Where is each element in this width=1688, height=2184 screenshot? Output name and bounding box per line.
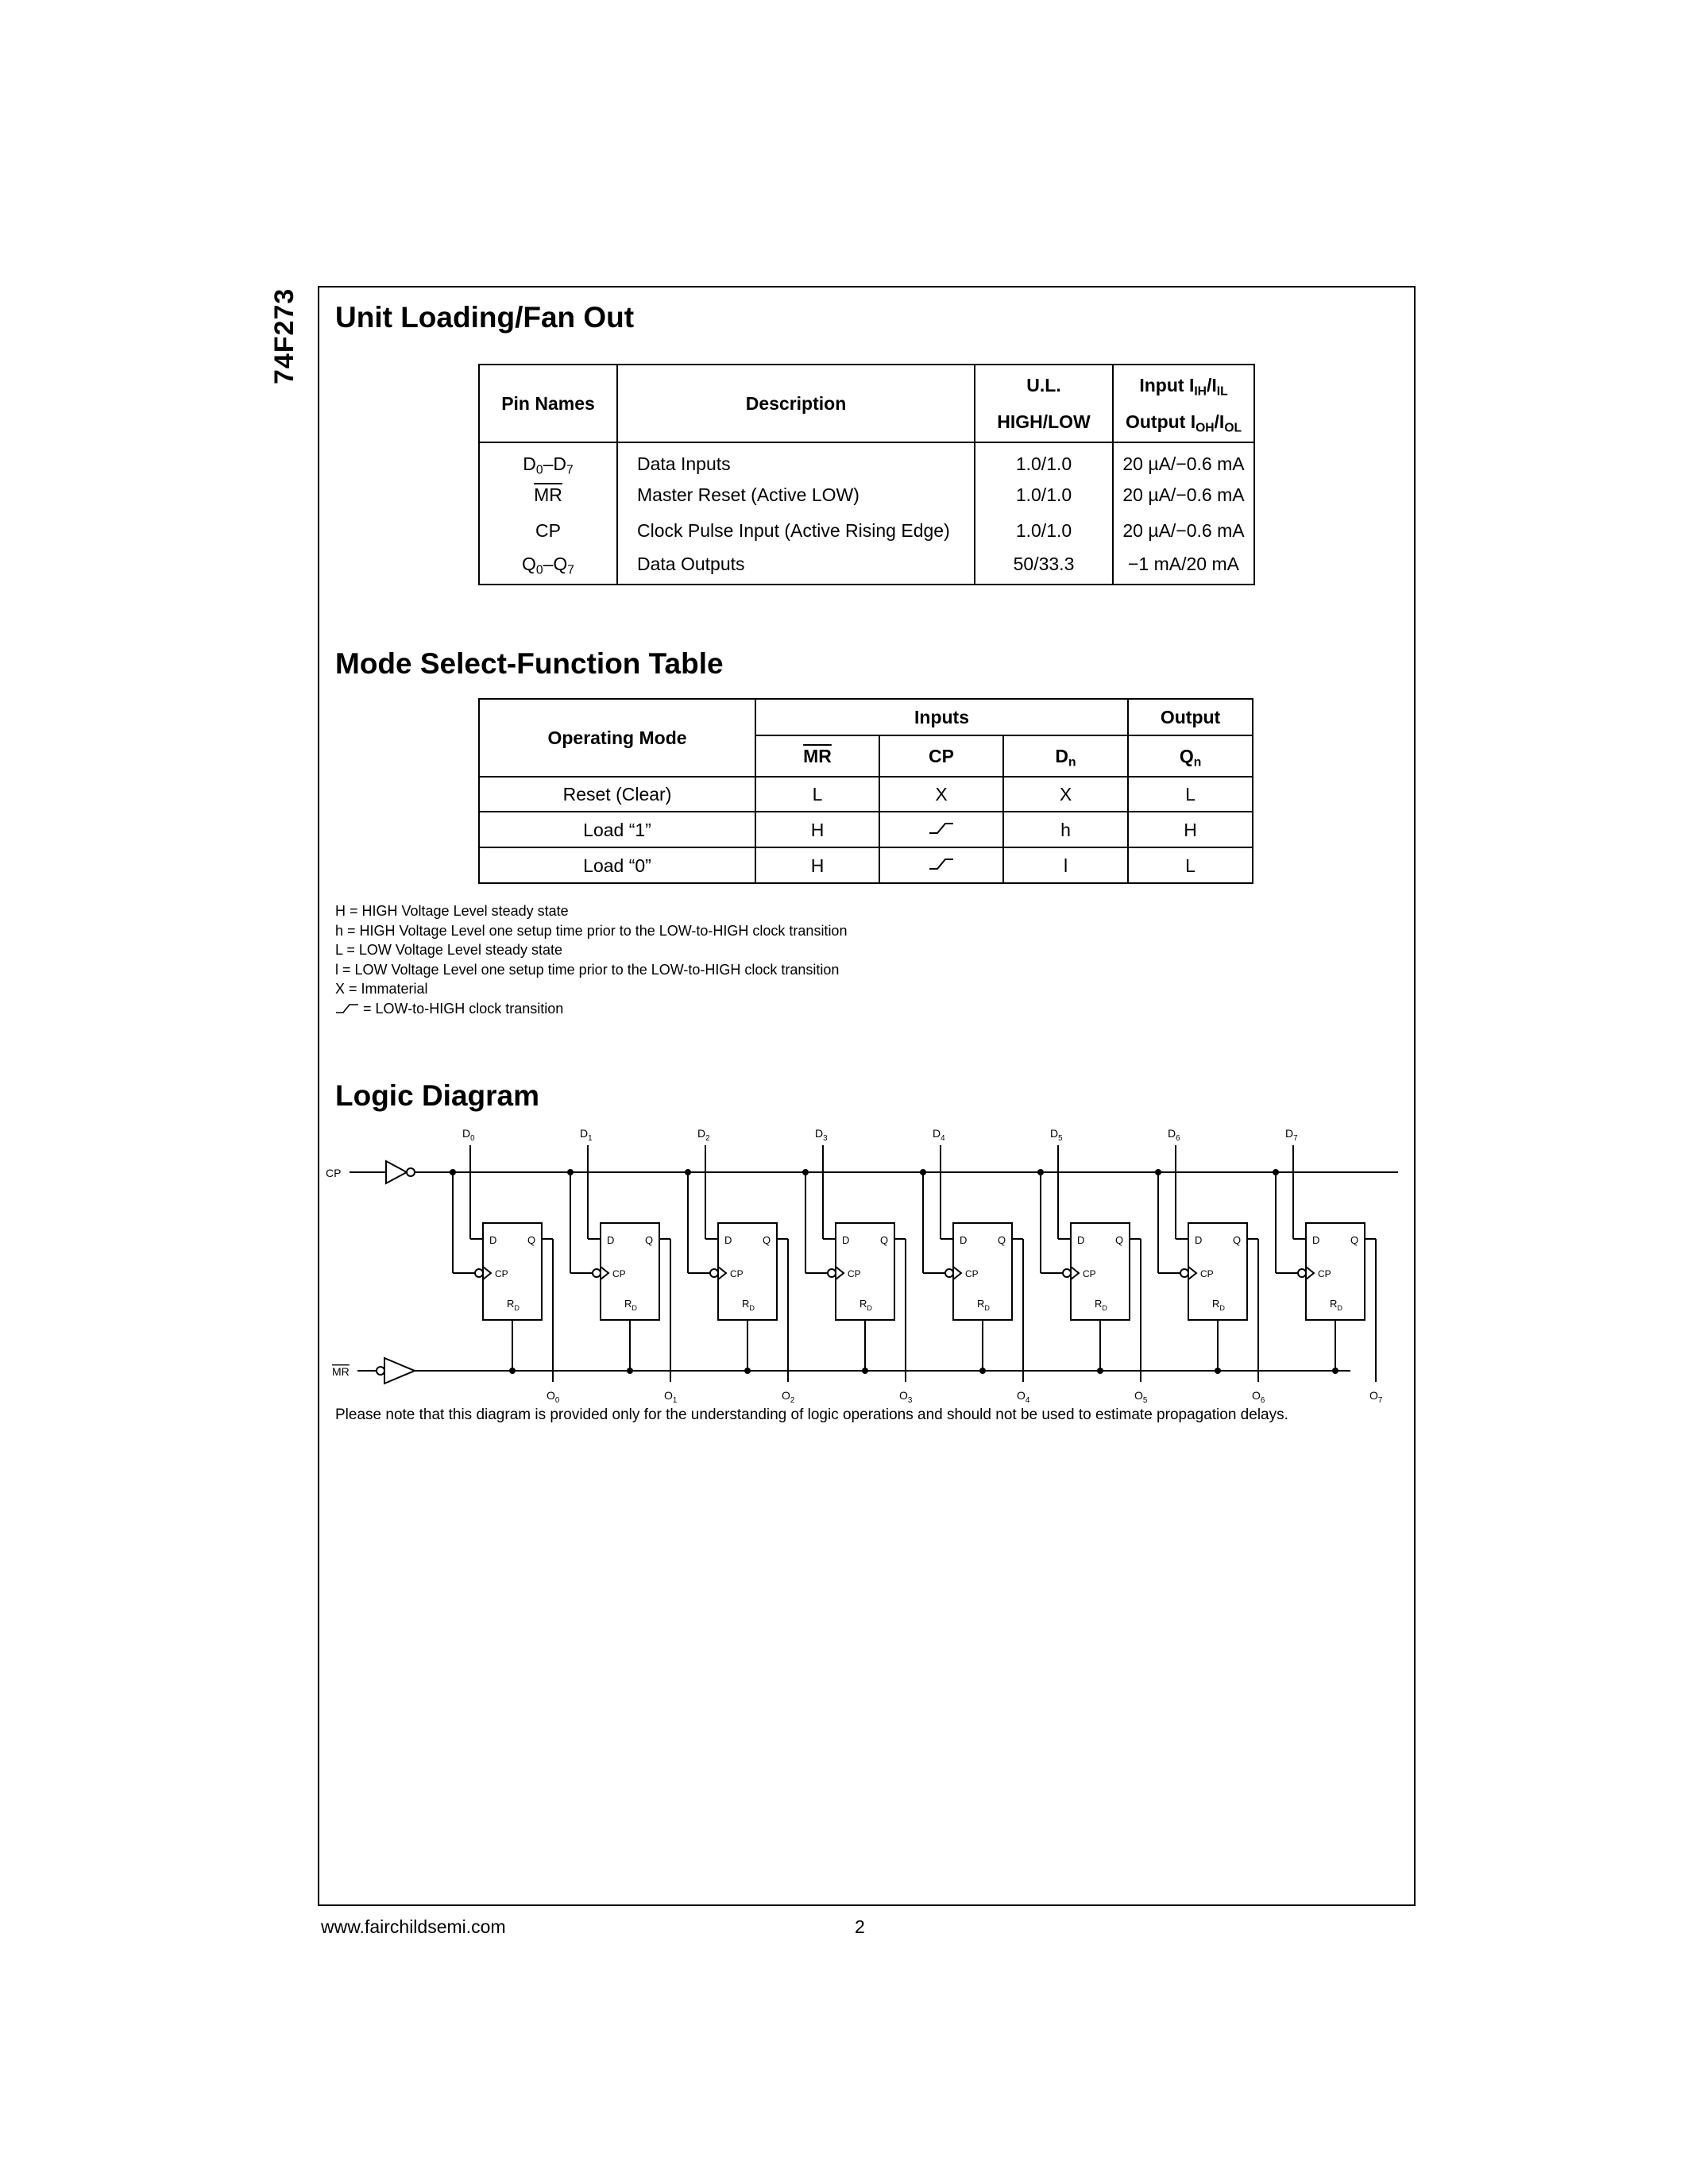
- mr-cell: L: [755, 777, 879, 812]
- note-line: l = LOW Voltage Level one setup time prior to the LOW-to-HIGH clock transition: [335, 961, 840, 978]
- cp-junction-dot: [1037, 1169, 1044, 1175]
- ff-rd-label: $R_D$: [507, 1298, 520, 1312]
- qn-cell: L: [1128, 847, 1253, 883]
- ff-q-label: Q: [1233, 1234, 1242, 1246]
- input-label-d5: $D_5$: [1050, 1127, 1063, 1143]
- io-cell: 20 µA/−0.6 mA: [1113, 512, 1254, 548]
- ff-q-label: Q: [763, 1234, 771, 1246]
- note-line: X = Immaterial: [335, 981, 428, 997]
- mr-header: $\overline{MR}$: [755, 735, 879, 777]
- mr-junction-dot: [1097, 1368, 1103, 1374]
- ff-d-label: D: [724, 1234, 732, 1246]
- part-number-side-title: 74F273: [269, 287, 299, 384]
- description-cell: Master Reset (Active LOW): [617, 477, 975, 512]
- output-label-o2: $O_2$: [782, 1389, 795, 1405]
- ul-cell: 1.0/1.0: [975, 442, 1113, 477]
- rising-edge-icon: [928, 856, 955, 872]
- mode-cell: Load “1”: [479, 812, 755, 847]
- description-cell: Clock Pulse Input (Active Rising Edge): [617, 512, 975, 548]
- ff-rd-label: $R_D$: [1330, 1298, 1342, 1312]
- logic-diagram: [318, 1120, 1416, 1406]
- ul-cell: 1.0/1.0: [975, 512, 1113, 548]
- dn-cell: X: [1003, 777, 1128, 812]
- cp-junction-dot: [920, 1169, 926, 1175]
- dn-cell: l: [1003, 847, 1128, 883]
- cp-inversion-bubble-icon: [945, 1269, 953, 1277]
- io-cell: −1 mA/20 mA: [1113, 548, 1254, 585]
- qn-header: $Q_n$: [1128, 735, 1253, 777]
- mr-label: MR: [332, 1365, 350, 1378]
- io-cell: 20 µA/−0.6 mA: [1113, 477, 1254, 512]
- cp-junction-dot: [1273, 1169, 1279, 1175]
- ff-d-label: D: [607, 1234, 615, 1246]
- output-label-o6: $O_6$: [1252, 1389, 1265, 1405]
- ff-q-label: Q: [645, 1234, 654, 1246]
- mr-buffer-icon: [384, 1358, 415, 1383]
- mode-cell: Reset (Clear): [479, 777, 755, 812]
- cp-inversion-bubble-icon: [1180, 1269, 1188, 1277]
- ul-header-line1: U.L.: [1026, 375, 1061, 396]
- io-header-input: Input $I_{IH}/I_{IL}$: [1139, 375, 1228, 399]
- ff-d-label: D: [489, 1234, 497, 1246]
- ff-d-label: D: [1195, 1234, 1203, 1246]
- cp-cell: [879, 812, 1003, 847]
- input-label-d4: $D_4$: [933, 1127, 945, 1143]
- ff-cp-label: CP: [1200, 1268, 1214, 1279]
- output-label-o0: $O_0$: [547, 1389, 560, 1405]
- cp-junction-dot: [1155, 1169, 1161, 1175]
- mode-table-heading: Mode Select-Function Table: [335, 647, 724, 680]
- ff-d-label: D: [1312, 1234, 1320, 1246]
- input-label-d7: $D_7$: [1285, 1127, 1298, 1143]
- mode-cell: Load “0”: [479, 847, 755, 883]
- mr-junction-dot: [1215, 1368, 1221, 1374]
- ff-cp-label: CP: [730, 1268, 744, 1279]
- ff-cp-label: CP: [848, 1268, 861, 1279]
- cp-junction-dot: [685, 1169, 691, 1175]
- mr-junction-dot: [1332, 1368, 1338, 1374]
- mr-cell: H: [755, 847, 879, 883]
- ff-q-label: Q: [998, 1234, 1006, 1246]
- pin-cell: $D_0-D_7$: [479, 442, 617, 477]
- note-line: h = HIGH Voltage Level one setup time prior to the LOW-to-HIGH clock transition: [335, 922, 848, 939]
- input-label-d0: $D_0$: [462, 1127, 475, 1143]
- mr-inversion-bubble-icon: [377, 1367, 384, 1375]
- description-cell: Data Outputs: [617, 548, 975, 585]
- ff-q-label: Q: [527, 1234, 536, 1246]
- cp-cell: [879, 847, 1003, 883]
- rising-edge-icon: [928, 820, 955, 836]
- cp-buffer-icon: [386, 1161, 407, 1183]
- mr-junction-dot: [627, 1368, 633, 1374]
- mode-select-table: [478, 698, 1253, 884]
- table-row: [479, 777, 1253, 812]
- footer-page-number: 2: [855, 1916, 865, 1937]
- table-row: [479, 442, 1254, 477]
- table-row: [479, 548, 1254, 585]
- table-row: [479, 847, 1253, 883]
- dn-header: $D_n$: [1003, 735, 1128, 777]
- inputs-header: Inputs: [755, 699, 1128, 735]
- ff-rd-label: $R_D$: [624, 1298, 637, 1312]
- table-row: [479, 477, 1254, 512]
- mr-cell: H: [755, 812, 879, 847]
- footer-url: www.fairchildsemi.com: [321, 1916, 506, 1937]
- note-line: = LOW-to-HIGH clock transition: [335, 999, 1288, 1019]
- logic-diagram-heading: Logic Diagram: [335, 1079, 539, 1112]
- table-row: [479, 812, 1253, 847]
- ff-rd-label: $R_D$: [1095, 1298, 1107, 1312]
- ff-cp-label: CP: [965, 1268, 979, 1279]
- ff-d-label: D: [842, 1234, 850, 1246]
- input-label-d3: $D_3$: [815, 1127, 828, 1143]
- note-line: H = HIGH Voltage Level steady state: [335, 903, 569, 919]
- unit-loading-heading: Unit Loading/Fan Out: [335, 301, 635, 334]
- ul-cell: 1.0/1.0: [975, 477, 1113, 512]
- unit-loading-table: [478, 364, 1255, 585]
- description-header: Description: [617, 365, 975, 442]
- cp-junction-dot: [450, 1169, 456, 1175]
- io-cell: 20 µA/−0.6 mA: [1113, 442, 1254, 477]
- ff-rd-label: $R_D$: [859, 1298, 872, 1312]
- cp-inversion-bubble-icon: [475, 1269, 483, 1277]
- rising-edge-icon: [335, 1002, 359, 1015]
- pin-names-header: Pin Names: [479, 365, 617, 442]
- output-label-o1: $O_1$: [664, 1389, 678, 1405]
- ff-d-label: D: [960, 1234, 968, 1246]
- ff-q-label: Q: [1350, 1234, 1359, 1246]
- ff-q-label: Q: [880, 1234, 889, 1246]
- cp-header: CP: [879, 735, 1003, 777]
- cp-inversion-bubble-icon: [1063, 1269, 1071, 1277]
- ff-rd-label: $R_D$: [1212, 1298, 1225, 1312]
- cp-junction-dot: [567, 1169, 574, 1175]
- cp-inversion-bubble-icon: [1298, 1269, 1306, 1277]
- mr-junction-dot: [744, 1368, 751, 1374]
- mr-junction-dot: [862, 1368, 868, 1374]
- ff-cp-label: CP: [612, 1268, 626, 1279]
- qn-cell: H: [1128, 812, 1253, 847]
- output-label-o4: $O_4$: [1017, 1389, 1030, 1405]
- dn-cell: h: [1003, 812, 1128, 847]
- ff-q-label: Q: [1115, 1234, 1124, 1246]
- ul-header: [975, 365, 1113, 442]
- logic-diagram-caption: Please note that this diagram is provided only for the understanding of logic operations and should not be used to estimate propagation delays.: [335, 1406, 1288, 1423]
- pin-cell: CP: [479, 512, 617, 548]
- cp-junction-dot: [802, 1169, 809, 1175]
- io-header-output: Output $I_{OH}/I_{OL}$: [1125, 411, 1242, 435]
- cp-inversion-bubble-icon: [593, 1269, 601, 1277]
- input-label-d6: $D_6$: [1168, 1127, 1180, 1143]
- ff-d-label: D: [1077, 1234, 1085, 1246]
- description-cell: Data Inputs: [617, 442, 975, 477]
- qn-cell: L: [1128, 777, 1253, 812]
- cp-inversion-bubble-icon: [407, 1168, 415, 1176]
- pin-cell: $\overline{MR}$: [479, 477, 617, 512]
- ul-cell: 50/33.3: [975, 548, 1113, 585]
- operating-mode-header: Operating Mode: [479, 699, 755, 777]
- ff-rd-label: $R_D$: [977, 1298, 990, 1312]
- ff-cp-label: CP: [495, 1268, 508, 1279]
- cp-inversion-bubble-icon: [710, 1269, 718, 1277]
- output-label-o3: $O_3$: [899, 1389, 913, 1405]
- ff-cp-label: CP: [1083, 1268, 1096, 1279]
- io-header: [1113, 365, 1254, 442]
- table-row: [479, 512, 1254, 548]
- cp-cell: X: [879, 777, 1003, 812]
- cp-inversion-bubble-icon: [828, 1269, 836, 1277]
- ff-rd-label: $R_D$: [742, 1298, 755, 1312]
- pin-cell: $Q_0-Q_7$: [479, 548, 617, 585]
- ul-header-line2: HIGH/LOW: [997, 411, 1091, 432]
- cp-label: CP: [326, 1167, 342, 1179]
- output-label-o7: $O_7$: [1369, 1389, 1383, 1405]
- output-label-o5: $O_5$: [1134, 1389, 1148, 1405]
- input-label-d2: $D_2$: [697, 1127, 710, 1143]
- mode-table-notes: [335, 901, 1288, 1018]
- mr-junction-dot: [509, 1368, 516, 1374]
- note-line: L = LOW Voltage Level steady state: [335, 942, 563, 958]
- input-label-d1: $D_1$: [580, 1127, 593, 1143]
- mr-junction-dot: [979, 1368, 986, 1374]
- ff-cp-label: CP: [1318, 1268, 1331, 1279]
- output-header: Output: [1128, 699, 1253, 735]
